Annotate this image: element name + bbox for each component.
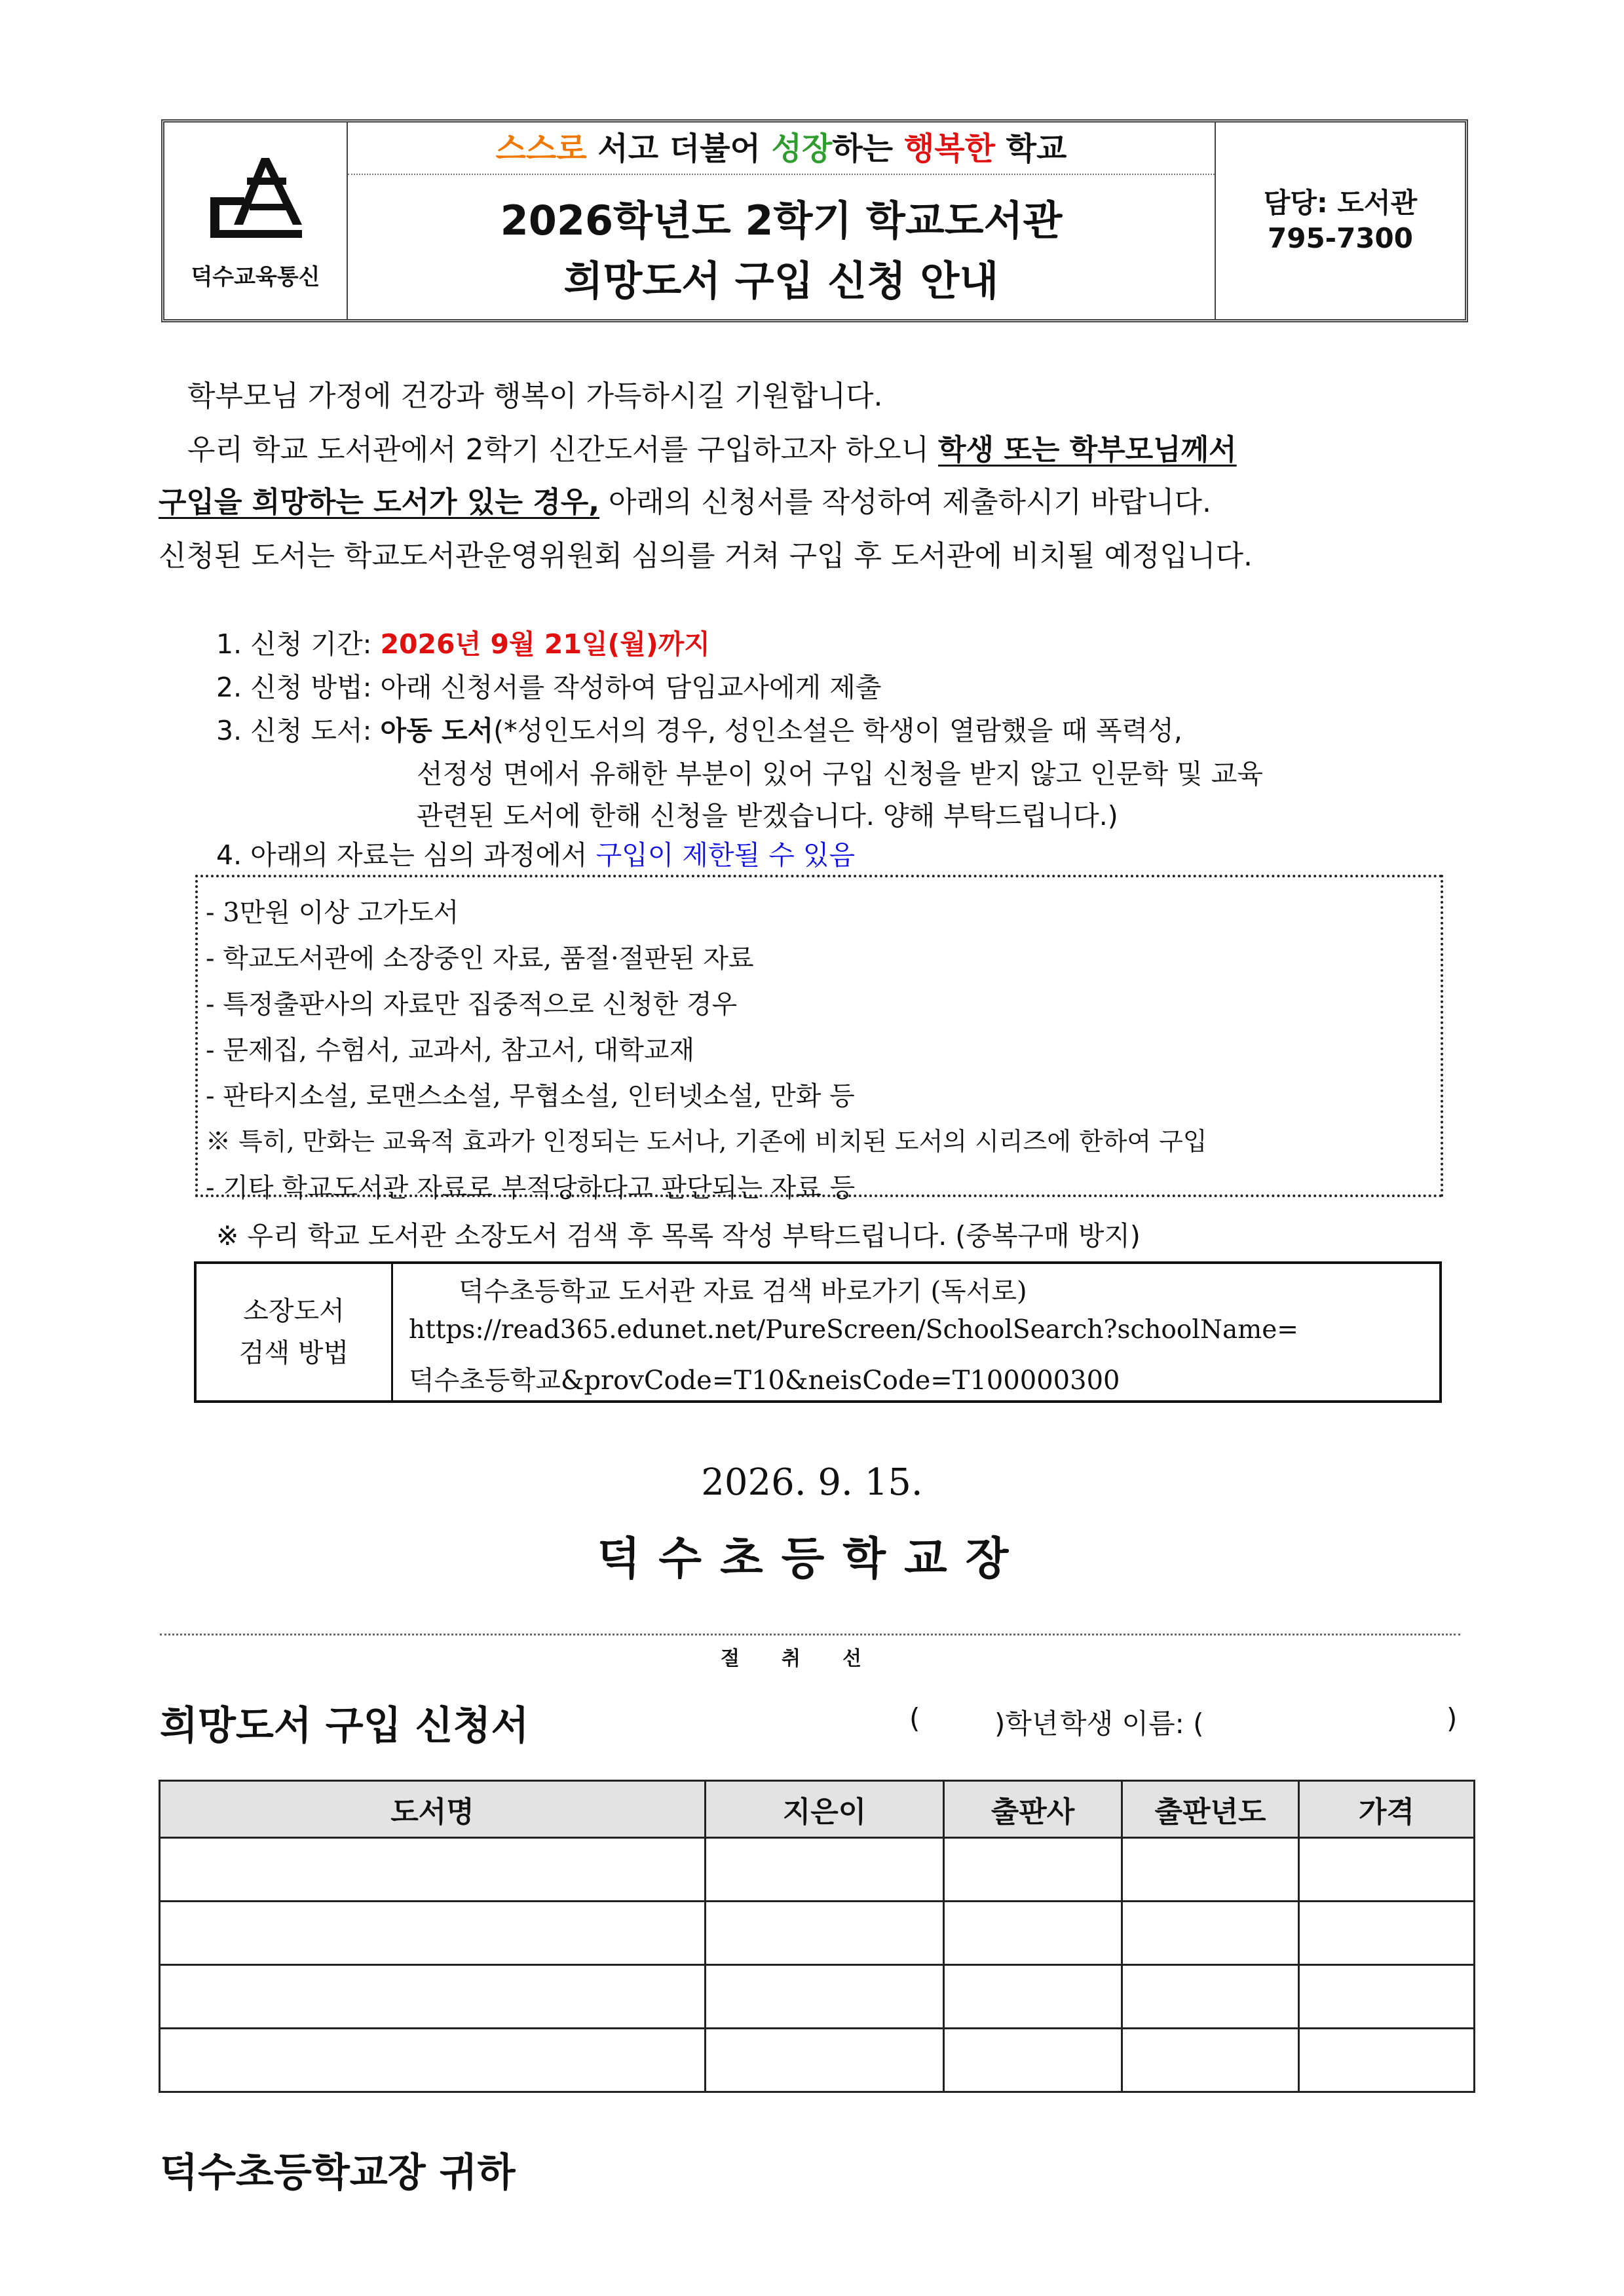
motto-part: 스스로	[495, 130, 587, 167]
cell-title[interactable]	[160, 1838, 706, 1902]
motto-part: 성장	[771, 130, 833, 167]
restriction-note: ※ 특히, 만화는 교육적 효과가 인정되는 도서나, 기존에 비치된 도서의 시리즈에 한하여 구입	[206, 1127, 1207, 1156]
cut-line	[160, 1634, 1460, 1636]
column-header-author: 지은이	[706, 1781, 944, 1838]
cell-title[interactable]	[160, 1902, 706, 1965]
table-row	[160, 2029, 1475, 2092]
cell-price[interactable]	[1299, 2029, 1475, 2092]
grade-field[interactable]: )학년	[994, 1708, 1059, 1740]
cell-publisher[interactable]	[944, 1838, 1122, 1902]
item-restriction-blue: 구입이 제한될 수 있음	[595, 839, 856, 871]
restriction-item: - 문제집, 수험서, 교과서, 참고서, 대학교재	[206, 1035, 695, 1065]
grade-open-paren: (	[909, 1702, 920, 1734]
student-name-field[interactable]: 학생 이름: (	[1060, 1708, 1204, 1740]
cell-author[interactable]	[706, 1965, 944, 2029]
motto-part: 행복한	[903, 130, 995, 167]
item-books-text: (*성인도서의 경우, 성인소설은 학생이 열람했을 때 폭력성,	[493, 715, 1182, 746]
restriction-item: - 판타지소설, 로맨스소설, 무협소설, 인터넷소설, 만화 등	[206, 1081, 855, 1111]
item-method: 2. 신청 방법: 아래 신청서를 작성하여 담임교사에게 제출	[216, 672, 882, 703]
column-header-year: 출판년도	[1122, 1781, 1299, 1838]
name-close-paren: )	[1446, 1702, 1458, 1734]
motto-part: 서고 더불어	[586, 130, 772, 167]
form-title: 희망도서 구입 신청서	[160, 1703, 529, 1749]
cell-publisher[interactable]	[944, 1902, 1122, 1965]
cell-author[interactable]	[706, 1902, 944, 1965]
table-row	[160, 1965, 1475, 2029]
cell-price[interactable]	[1299, 1965, 1475, 2029]
item-restriction	[216, 833, 855, 872]
logo-text: 덕수교육통신	[191, 264, 320, 290]
intro-line-3-text: 아래의 신청서를 작성하여 제출하시기 바랍니다.	[599, 486, 1212, 519]
cut-label: 절취선	[721, 1647, 903, 1670]
cell-title[interactable]	[160, 2029, 706, 2092]
intro-line-1: 학부모님 가정에 건강과 행복이 가득하시길 기원합니다.	[187, 379, 883, 413]
item-period-label: 1. 신청 기간:	[216, 628, 381, 660]
contact-label: 담당: 도서관	[1263, 187, 1418, 219]
item-books-line2: 선정성 면에서 유해한 부분이 있어 구입 신청을 받지 않고 인문학 및 교육	[417, 758, 1263, 790]
cell-year[interactable]	[1122, 2029, 1299, 2092]
item-restriction-text: 4. 아래의 자료는 심의 과정에서	[216, 839, 596, 871]
motto-part: 하는	[832, 130, 904, 167]
item-books-line3: 관련된 도서에 한해 신청을 받겠습니다. 양해 부탁드립니다.)	[417, 800, 1118, 832]
title-cell	[348, 123, 1216, 319]
restriction-box	[195, 875, 1443, 1203]
page-title-line2: 희망도서 구입 신청 안내	[563, 257, 999, 305]
column-header-price: 가격	[1299, 1781, 1475, 1838]
restriction-item: - 기타 학교도서관 자료로 부적당하다고 판단되는 자료 등	[206, 1173, 856, 1203]
intro-line-4: 신청된 도서는 학교도서관운영위원회 심의를 거쳐 구입 후 도서관에 비치될 예정입니다.	[159, 539, 1253, 573]
search-method-header	[197, 1264, 393, 1400]
search-link-title: 덕수초등학교 도서관 자료 검색 바로가기 (독서로)	[459, 1276, 1027, 1307]
school-motto	[348, 123, 1215, 175]
cell-price[interactable]	[1299, 1838, 1475, 1902]
item-books-label: 3. 신청 도서:	[216, 715, 381, 746]
request-table	[159, 1780, 1475, 2093]
search-link-url-cont[interactable]: 덕수초등학교&provCode=T10&neisCode=T100000300	[409, 1366, 1120, 1396]
contact-phone: 795-7300	[1268, 222, 1413, 254]
cell-title[interactable]	[160, 1965, 706, 2029]
issue-date: 2026. 9. 15.	[701, 1461, 923, 1504]
item-period	[216, 622, 710, 661]
cell-year[interactable]	[1122, 1965, 1299, 2029]
cell-publisher[interactable]	[944, 2029, 1122, 2092]
search-head-line1: 소장도서	[243, 1296, 345, 1326]
cell-author[interactable]	[706, 2029, 944, 2092]
search-head-line2: 검색 방법	[238, 1338, 349, 1368]
search-method-body	[393, 1264, 1439, 1400]
table-row	[160, 1838, 1475, 1902]
intro-line-2-emphasis: 학생 또는 학부모님께서	[938, 433, 1237, 467]
item-books	[216, 709, 1182, 748]
table-header-row	[160, 1781, 1475, 1838]
restriction-item: - 특정출판사의 자료만 집중적으로 신청한 경우	[206, 989, 738, 1020]
cell-publisher[interactable]	[944, 1965, 1122, 2029]
table-row	[160, 1902, 1475, 1965]
search-note: ※ 우리 학교 도서관 소장도서 검색 후 목록 작성 부탁드립니다. (중복구매 방지)	[216, 1220, 1141, 1252]
column-header-publisher: 출판사	[944, 1781, 1122, 1838]
logo-cell	[164, 123, 348, 319]
header-box	[161, 119, 1468, 322]
contact-cell	[1216, 123, 1465, 319]
cell-year[interactable]	[1122, 1838, 1299, 1902]
intro-line-3	[159, 478, 1211, 520]
restriction-item: - 3만원 이상 고가도서	[206, 898, 459, 928]
motto-part: 학교	[994, 130, 1067, 167]
search-link-url[interactable]: https://read365.edunet.net/PureScreen/SchoolSearch?schoolName=	[409, 1315, 1298, 1345]
column-header-title: 도서명	[160, 1781, 706, 1838]
search-method-table	[194, 1261, 1442, 1403]
intro-line-2	[187, 426, 1237, 468]
cell-author[interactable]	[706, 1838, 944, 1902]
principal-signature: 덕수초등학교장	[597, 1533, 1027, 1585]
addressee: 덕수초등학교장 귀하	[160, 2150, 516, 2196]
intro-line-3-emphasis: 구입을 희망하는 도서가 있는 경우,	[159, 486, 600, 519]
school-logo-icon	[204, 151, 309, 243]
cell-year[interactable]	[1122, 1902, 1299, 1965]
intro-line-2-text: 우리 학교 도서관에서 2학기 신간도서를 구입하고자 하오니	[187, 433, 938, 467]
cell-price[interactable]	[1299, 1902, 1475, 1965]
item-books-bold: 아동 도서	[380, 715, 494, 746]
page-title-line1: 2026학년도 2학기 학교도서관	[500, 197, 1063, 244]
item-period-value: 2026년 9월 21일(월)까지	[380, 628, 710, 660]
restriction-item: - 학교도서관에 소장중인 자료, 품절·절판된 자료	[206, 944, 754, 974]
